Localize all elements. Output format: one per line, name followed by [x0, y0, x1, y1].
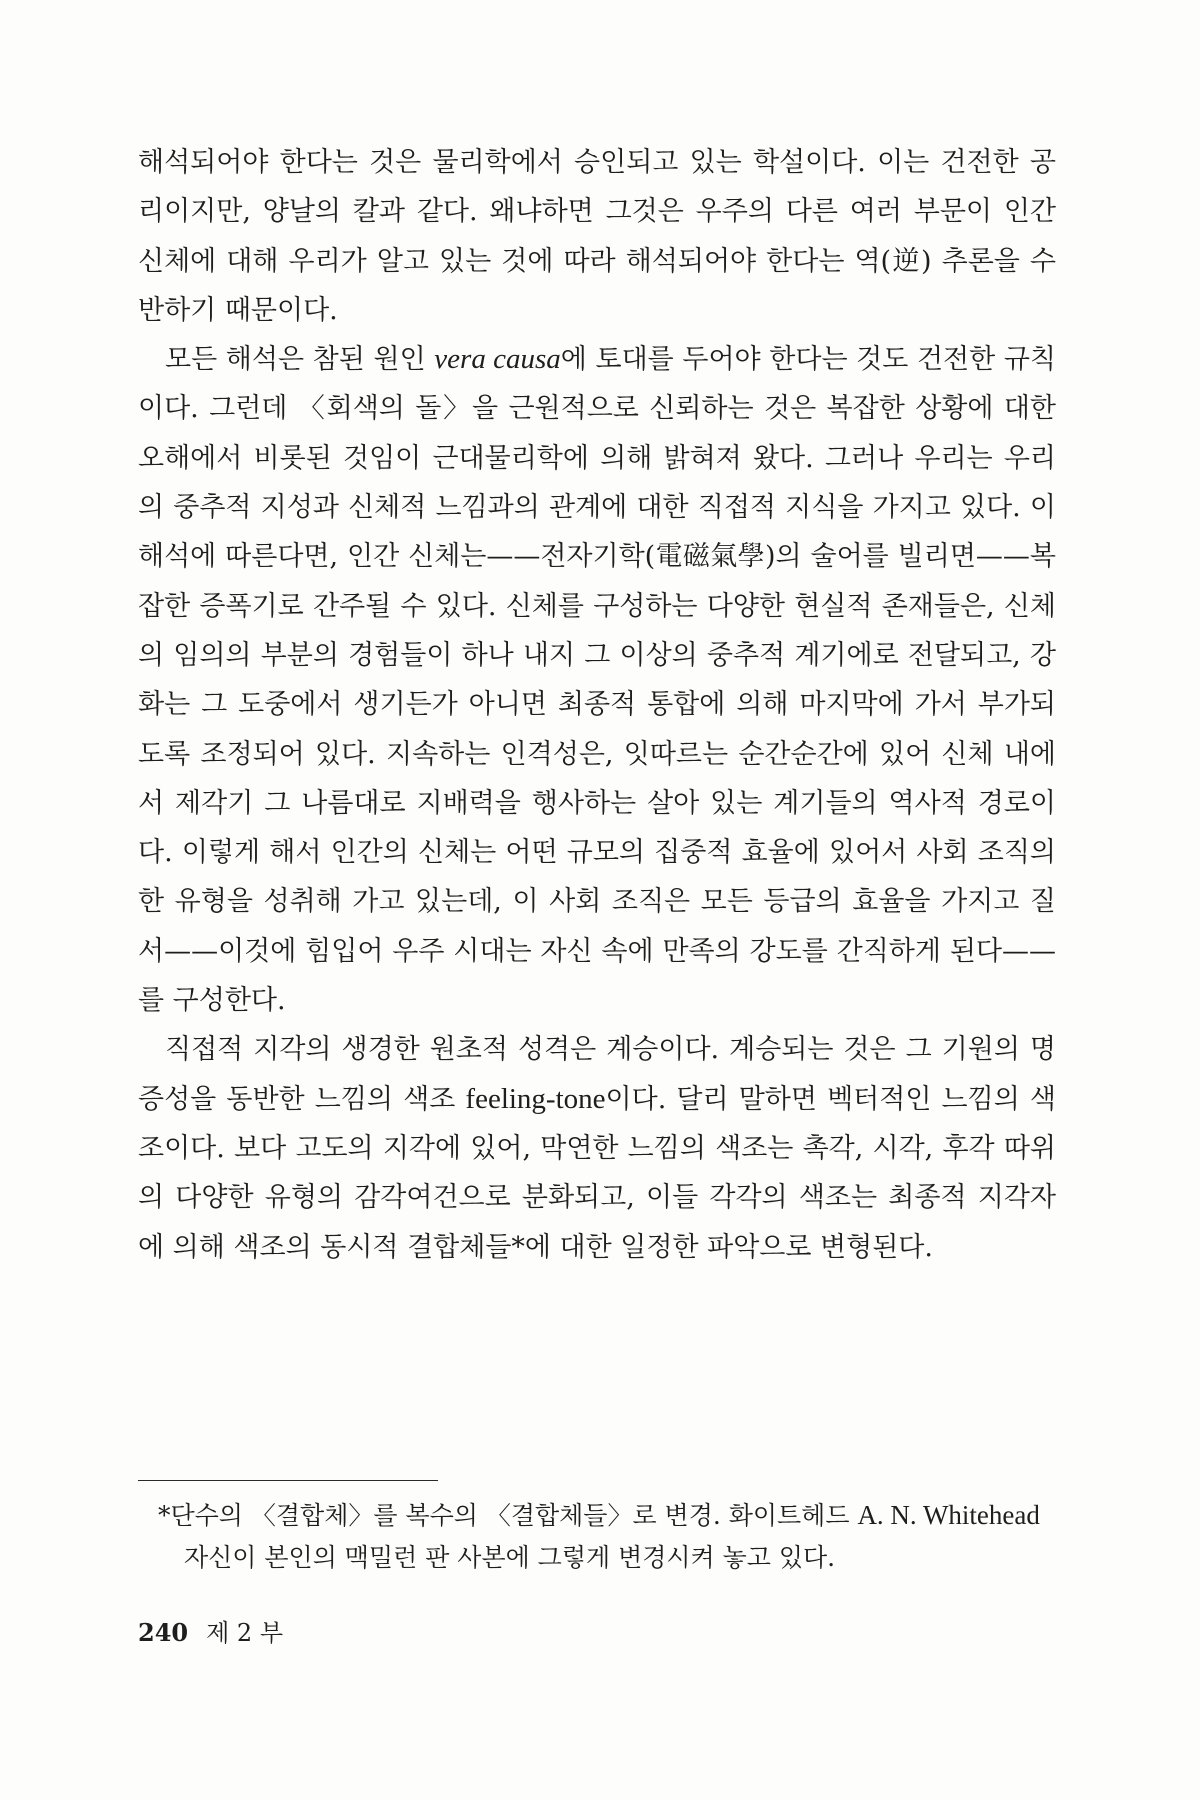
paragraph-1-text: 해석되어야 한다는 것은 물리학에서 승인되고 있는 학설이다. 이는 건전한 공리이지만, 양날의 칼과 같다. 왜냐하면 그것은 우주의 다른 여러 부문이 인간 신체에 대해 우리가 알고 있는 것에 따라 해석되어야 한다는 역(逆) 추론을 수반하기 때문이다.: [138, 147, 1056, 326]
footnote: [158, 1494, 1056, 1579]
footnote-divider: [138, 1480, 438, 1481]
latin-term-feeling-tone: feeling-tone: [465, 1082, 606, 1115]
paragraph-3-text-a: 직접적 지각의 생경한 원초적 성격은 계승이다. 계승되는 것은 그 기원의 명증성을 동반한 느낌의 색조: [138, 1034, 1056, 1115]
paragraph-2-text-a: 모든 해석은 참된 원인: [165, 344, 435, 376]
body-text: [138, 138, 1056, 1272]
paragraph-3-text-b: 이다. 달리 말하면 벡터적인 느낌의 색조이다. 보다 고도의 지각에 있어, 막연한 느낌의 색조는 촉각, 시각, 후각 따위의 다양한 유형의 감각여건으로 분화되고, 이들 각각의 색조는 최종적 지각자에 의해 색조의 동시적 결합체들*에 대한 일정한 파악으로 변형된다.: [138, 1083, 1056, 1263]
footnote-line-2: 자신이 본인의 맥밀런 판 사본에 그렇게 변경시켜 놓고 있다.: [184, 1543, 836, 1572]
paragraph-2: [138, 335, 1056, 1025]
footnote-line-1-text: *단수의 〈결합체〉를 복수의 〈결합체들〉로 변경. 화이트헤드: [158, 1501, 858, 1530]
page-number: 240: [138, 1618, 189, 1647]
footnote-author-name: A. N. Whitehead: [857, 1500, 1040, 1530]
page-footer: [138, 1618, 283, 1648]
part-label: 제 2 부: [206, 1619, 284, 1647]
footnote-line-1: [158, 1494, 1056, 1537]
paragraph-1: [138, 138, 1056, 335]
paragraph-2-text-b: 에 토대를 두어야 한다는 것도 건전한 규칙이다. 그런데 〈회색의 돌〉을 근원적으로 신뢰하는 것은 복잡한 상황에 대한 오해에서 비롯된 것임이 근대물리학에 의해 밝혀져 왔다. 그러나 우리는 우리의 중추적 지성과 신체적 느낌과의 관계에 대한 직접적 지식을 가지고 있다. 이 해석에 따른다면, 인간 신체는——전자기학(電磁氣學)의 술어를 빌리면——복잡한 증폭기로 간주될 수 있다. 신체를 구성하는 다양한 현실적 존재들은, 신체의 임의의 부분의 경험들이 하나 내지 그 이상의 중추적 계기에로 전달되고, 강화는 그 도중에서 생기든가 아니면 최종적 통합에 의해 마지막에 가서 부가되도록 조정되어 있다. 지속하는 인격성은, 잇따르는 순간순간에 있어 신체 내에서 제각기 그 나름대로 지배력을 행사하는 살아 있는 계기들의 역사적 경로이다. 이렇게 해서 인간의 신체는 어떤 규모의 집중적 효율에 있어서 사회 조직의 한 유형을 성취해 가고 있는데, 이 사회 조직은 모든 등급의 효율을 가지고 질서——이것에 힘입어 우주 시대는 자신 속에 만족의 강도를 간직하게 된다——를 구성한다.: [138, 344, 1057, 1017]
paragraph-3: [138, 1025, 1056, 1271]
latin-term-vera-causa: vera causa: [434, 343, 561, 376]
